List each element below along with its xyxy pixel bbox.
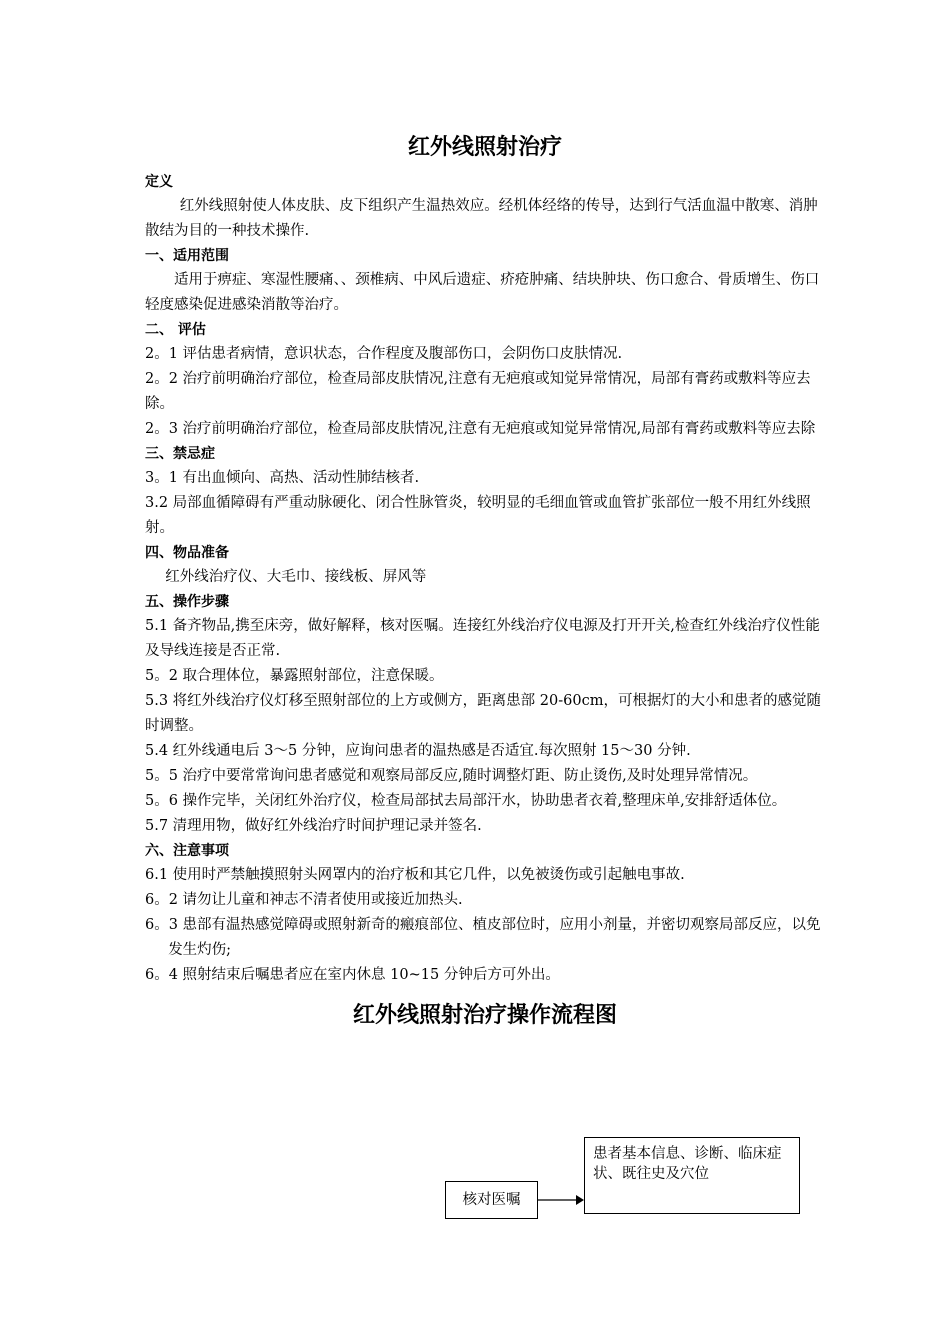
flow-node-patient-info: 患者基本信息、诊断、临床症状、既往史及穴位 [584,1137,800,1214]
flow-node-verify-order: 核对医嘱 [445,1181,538,1219]
note-item: 6。2 请勿让儿童和神志不清者使用或接近加热头. [145,892,463,908]
assessment-heading: 二、 评估 [145,322,206,338]
note-item: 6。3 患部有温热感觉障碍或照射新奇的瘢痕部位、植皮部位时，应用小剂量，并密切观察局部反应，以免发生灼伤; [145,917,821,958]
step-item: 5.1 备齐物品,携至床旁，做好解释，核对医嘱。连接红外线治疗仪电源及打开开关,检查红外线治疗仪性能及导线连接是否正常. [145,618,820,659]
notes-heading: 六、注意事项 [145,843,229,859]
contraindications-heading: 三、禁忌症 [145,446,215,462]
definition-heading: 定义 [145,174,173,190]
note-item: 6.1 使用时严禁触摸照射头网罩内的治疗板和其它几件，以免被烫伤或引起触电事故. [145,867,685,883]
flow-arrow-right-icon [538,1190,584,1210]
page-title: 红外线照射治疗 [407,135,562,160]
definition-text: 红外线照射使人体皮肤、皮下组织产生温热效应。经机体经络的传导，达到行气活血温中散寒、消肿散结为目的一种技术操作. [145,198,818,239]
assessment-item: 2。2 治疗前明确治疗部位，检查局部皮肤情况,注意有无疤痕或知觉异常情况，局部有膏药或敷料等应去除。 [145,371,811,412]
assessment-item: 2。3 治疗前明确治疗部位，检查局部皮肤情况,注意有无疤痕或知觉异常情况,局部有膏药或敷料等应去除 [145,421,816,437]
steps-heading: 五、操作步骤 [145,594,229,610]
step-item: 5.7 清理用物，做好红外线治疗时间护理记录并签名. [145,818,482,834]
document-page [145,130,825,1034]
step-item: 5.4 红外线通电后 3～5 分钟，应询问患者的温热感是否适宜.每次照射 15～30 分钟. [145,743,691,759]
step-item: 5。6 操作完毕，关闭红外治疗仪，检查局部拭去局部汗水，协助患者衣着,整理床单,安排舒适体位。 [145,793,787,809]
note-item: 6。4 照射结束后嘱患者应在室内休息 10~15 分钟后方可外出。 [145,967,560,983]
scope-heading: 一、适用范围 [145,248,229,264]
step-item: 5。2 取合理体位，暴露照射部位，注意保暖。 [145,668,444,684]
step-item: 5。5 治疗中要常常询问患者感觉和观察局部反应,随时调整灯距、防止烫伤,及时处理异常情况。 [145,768,758,784]
materials-text: 红外线治疗仪、大毛巾、接线板、屏风等 [165,569,427,585]
scope-text: 适用于痹症、寒湿性腰痛、、颈椎病、中风后遗症、疥疮肿痛、结块肿块、伤口愈合、骨质增生、伤口轻度感染促进感染消散等治疗。 [145,272,820,313]
contraindication-item: 3.2 局部血循障碍有严重动脉硬化、闭合性脉管炎，较明显的毛细血管或血管扩张部位一般不用红外线照射。 [145,495,811,536]
assessment-item: 2。1 评估患者病情，意识状态，合作程度及腹部伤口，会阴伤口皮肤情况. [145,346,623,362]
contraindication-item: 3。1 有出血倾向、高热、活动性肺结核者. [145,470,420,486]
step-item: 5.3 将红外线治疗仪灯移至照射部位的上方或侧方，距离患部 20-60cm，可根据灯的大小和患者的感觉随时调整。 [145,693,821,734]
flowchart-title: 红外线照射治疗操作流程图 [352,1003,617,1028]
materials-heading: 四、物品准备 [145,545,229,561]
